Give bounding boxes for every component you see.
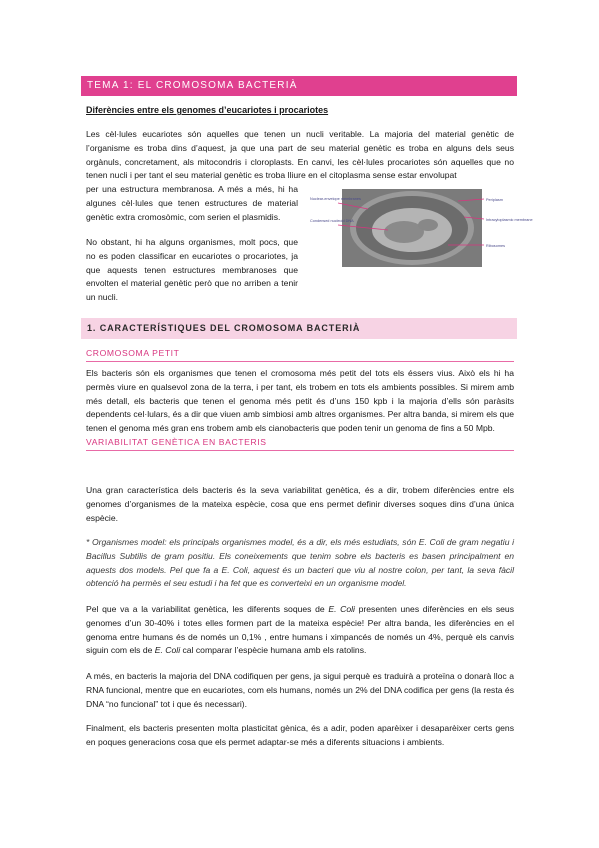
label-periplasm: Periplasm <box>486 198 503 202</box>
chapter-title: TEMA 1: EL CROMOSOMA BACTERIÀ <box>87 80 298 91</box>
organismes-model-note: * Organismes model: els principals organismes model, és a dir, els més estudiats, són E. Coli de gram negatiu i Bacillus Subtilis de gram positiu. Els coneixements que tenim sobre els bacteris es basen principalment en aquests dos models. Pel que fa a E. Coli, aquest és un bacteri que viu al nostre colon, per tant, la seva fàcil obtenció ha permès el seu estudi i ha fet que es converteixi en un organisme model. <box>86 537 514 589</box>
variabilitat-paragraph-4: Finalment, els bacteris presenten molta plasticitat gènica, és a adir, poden aparèixer i desaparèixer certs gens en poques generacions cosa que els permet adaptar-se més a diferents situacions i ambients. <box>86 723 514 747</box>
intro-paragraph-2: No obstant, hi ha alguns organismes, molt pocs, que no es poden classificar en eucariotes o procariotes, ja que aquests tenen estructures membranoses que envolten el material genètic però que no arriben a tenir un nucli. <box>86 237 298 303</box>
intro-paragraph-1-continued: per una estructura membranosa. A més a més, hi ha algunes cèl·lules que tenen estructures de material genètic extra cromosòmic, com serien el plasmidis. <box>86 184 298 222</box>
chapter-title-banner <box>81 76 517 96</box>
section-1-title: 1. CARACTERÍSTIQUES DEL CROMOSOMA BACTERIÀ <box>87 323 361 333</box>
variabilitat-paragraph-3: A més, en bacteris la majoria del DNA codifiquen per gens, ja sigui perquè es traduirà a proteïna o donarà lloc a RNA funcional, mentre que en eucariotes, com els humans, només un 2% del DNA codifica per gens (la resta és DNA “no funcional” tot i que és necessari). <box>86 671 514 709</box>
label-nuclear-envelope: Nuclear-envelope membranes <box>310 197 361 201</box>
section-1-header <box>81 318 517 339</box>
cromosoma-petit-text: Els bacteris són els organismes que tenen el cromosoma més petit del tots els éssers vius. Això els hi ha permès viure en qualsevol zona de la terra, i per tant, els trobem en tots els ambients possibles. Si mirem amb més detall, els bacteris que tenen el genoma més petit és d’uns 150 kpb i la majoria d’ells són paràsits dependents cel·lulars, és a dir que viuen amb simbiosi amb altres organismes. Per altra banda, si mirem els que tenen el genoma més gran ens trobem amb els cianobacteris que poden tenir un genoma de fins a 50 Mpb. <box>86 368 514 434</box>
intro-paragraph-1: Les cèl·lules eucariotes són aquelles que tenen un nucli veritable. La majoria del material genètic de l’organisme es troba dins d’aquest, ja que una part de seu material genètic es troba en alguns dels seus orgànuls, concretament, als mitocondris i cloroplasts. En canvi, les cèl·lules procariotes són aquelles que no tenen nucli i per tant el seu material genètic es troba lliure en el citoplasma sense estar envolupat <box>86 129 514 181</box>
intro-subtitle: Diferències entre els genomes d’eucariotes i procariotes <box>86 105 329 115</box>
subsection-divider <box>86 361 514 362</box>
subsection-variabilitat-heading: VARIABILITAT GENÈTICA EN BACTERIS <box>86 437 267 447</box>
label-intracytoplasmic: Intracytoplasmic membrane <box>486 218 533 222</box>
variabilitat-paragraph-1: Una gran característica dels bacteris és la seva variabilitat genètica, és a dir, trobem diferències entre els genomes d’organismes de la mateixa espècie, cosa que ens permet definir diverses soques dins d’una única espècie. <box>86 485 514 523</box>
label-condensed-dna: Condensed nucleoid DNA <box>310 219 354 223</box>
subsection-divider <box>86 450 514 451</box>
subsection-cromosoma-petit-heading: CROMOSOMA PETIT <box>86 348 180 358</box>
label-ribosomes: Ribosomes <box>486 244 505 248</box>
bacterial-cell-micrograph <box>308 185 533 271</box>
variabilitat-paragraph-2: Pel que va a la variabilitat genètica, les diferents soques de E. Coli presenten unes diferències en els seus genomes d’un 30-40% i totes elles formen part de la mateixa espècie! Per altra banda, les diferències en el genoma entre humans és de només un 0,1% , entre humans i ximpancés de només un 4%, perquè els canvis siguin com els de E. Coli cal comparar l’espècie humana amb els ratolins. <box>86 604 515 656</box>
